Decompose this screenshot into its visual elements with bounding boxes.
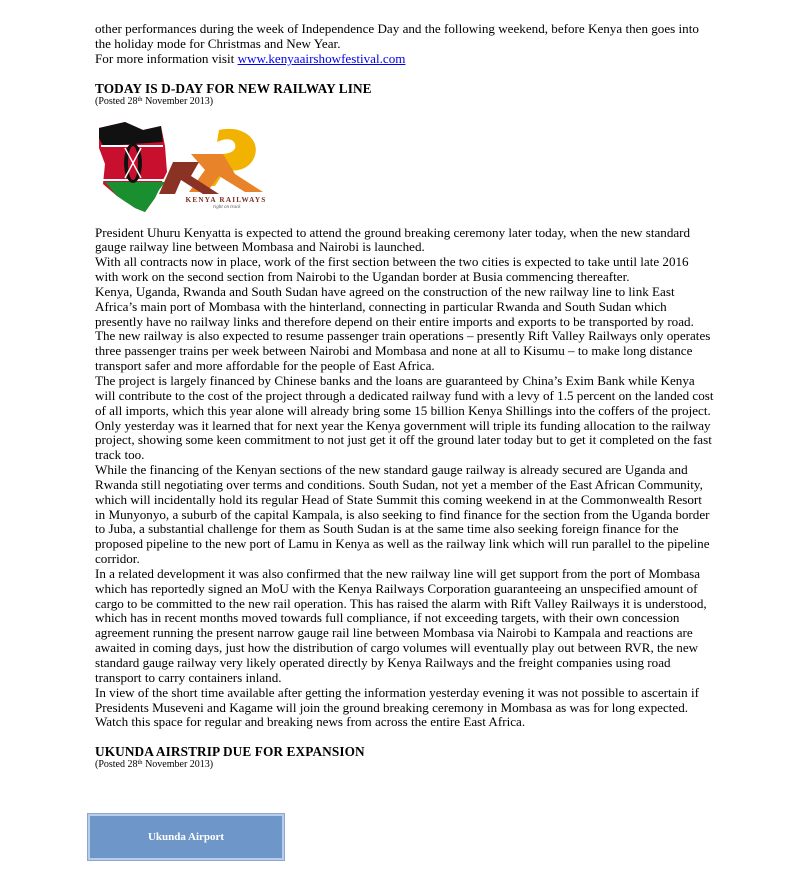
- kenya-railways-wordmark: KENYA RAILWAYS: [185, 195, 267, 204]
- posted-date-airstrip: (Posted 28th November 2013): [95, 759, 214, 771]
- article-title-railway: TODAY IS D-DAY FOR NEW RAILWAY LINE: [95, 80, 372, 96]
- railway-paragraph: With all contracts now in place, work of the first section between the two cities is expected to take until late 2016 with work on the second section from Nairobi to the Ugandan border at Busia commencing thereafter.: [95, 254, 689, 285]
- more-info-line: [95, 52, 715, 67]
- more-info-prefix: For more information visit: [95, 50, 238, 66]
- document-page: [95, 22, 715, 771]
- railway-paragraph: In a related development it was also confirmed that the new railway line will get support from the port of Mombasa which has reportedly signed an MoU with the Kenya Railways Corporation guaranteeing an unspecified amount of cargo to be committed to the new rail operation. This has raised the alarm with Rift Valley Railways it is understood, which has in recent months moved towards full compliance, if not exceeding targets, with their own concession agreement running the present narrow gauge rail line between Mombasa via Nairobi to Kampala and reactions are awaited in coming days, just how the distribution of cargo volumes will eventually play out between RVR, the new standard gauge railway very likely operated directly by Kenya Railways and the freight companies using road transport to carry containers inland.: [95, 565, 707, 685]
- railway-paragraph: The project is largely financed by Chinese banks and the loans are guaranteed by China’s Exim Bank while Kenya will contribute to the cost of the project through a dedicated railway fund with a levy of 1.5 percent on the landed cost of all imports, which this year alone will already bring some 15 billion Kenya Shillings into the coffers of the project.: [95, 372, 714, 418]
- intro-line-2: the holiday mode for Christmas and New Year.: [95, 35, 341, 51]
- railway-paragraph: In view of the short time available after getting the information yesterday evening it was not possible to ascertain if Presidents Museveni and Kagame will join the ground breaking ceremony in Mombasa as was for long expected. Watch this space for regular and breaking news from across the entire East Africa.: [95, 684, 699, 730]
- kenya-railways-logo: [95, 120, 275, 224]
- kenya-map-flag-icon: [99, 122, 167, 212]
- railway-paragraph: The new railway is also expected to resume passenger train operations – presently Rift Valley Railways only operates three passenger trains per week between Nairobi and Mombasa and none at all to Kisumu – to make long distance transport safer and more affordable for the people of East Africa.: [95, 328, 711, 374]
- railway-paragraph: Kenya, Uganda, Rwanda and South Sudan have agreed on the construction of the new railway line to link East Africa’s main port of Mombasa with the hinterland, connecting in particular Rwanda and South Sudan which presently have no railway links and therefore depend on their entire imports and exports to be transported by road.: [95, 283, 694, 329]
- railway-paragraph: Only yesterday was it learned that for next year the Kenya government will triple its funding allocation to the railway project, showing some keen commitment to not just get it off the ground later today but to get it completed on the fast track too.: [95, 417, 712, 463]
- railway-paragraph: While the financing of the Kenyan sections of the new standard gauge railway is already secured are Uganda and Rwanda still negotiating over terms and conditions. South Sudan, not yet a member of the East African Community, which will incidentally hold its regular Head of State Summit this coming weekend in at the Commonwealth Resort in Munyonyo, a suburb of the capital Kampala, is also seeking to find finance for the section from the Uganda border to Juba, a substantial challenge for them as South Sudan is at the same time also seeking foreign finance for the proposed pipeline to the new port of Lamu in Kenya as well as the railway link which will run parallel to the pipeline corridor.: [95, 462, 710, 567]
- ukunda-airport-label: Ukunda Airport: [147, 831, 225, 843]
- airshow-website-link[interactable]: www.kenyaairshowfestival.com: [237, 50, 406, 66]
- intro-line-1: other performances during the week of Independence Day and the following weekend, before Kenya then goes into: [95, 21, 699, 36]
- posted-date-railway: (Posted 28th November 2013): [95, 95, 214, 107]
- ukunda-airport-image: [88, 814, 284, 860]
- railways-emblem-icon: [159, 128, 263, 193]
- logo-row: [95, 120, 715, 224]
- article-title-airstrip: UKUNDA AIRSTRIP DUE FOR EXPANSION: [95, 744, 365, 760]
- kenya-railways-tagline: right on track: [213, 204, 241, 210]
- article-body-railway: [95, 226, 715, 731]
- railway-paragraph: President Uhuru Kenyatta is expected to attend the ground breaking ceremony later today, when the new standard gauge railway line between Mombasa and Nairobi is launched.: [95, 224, 691, 255]
